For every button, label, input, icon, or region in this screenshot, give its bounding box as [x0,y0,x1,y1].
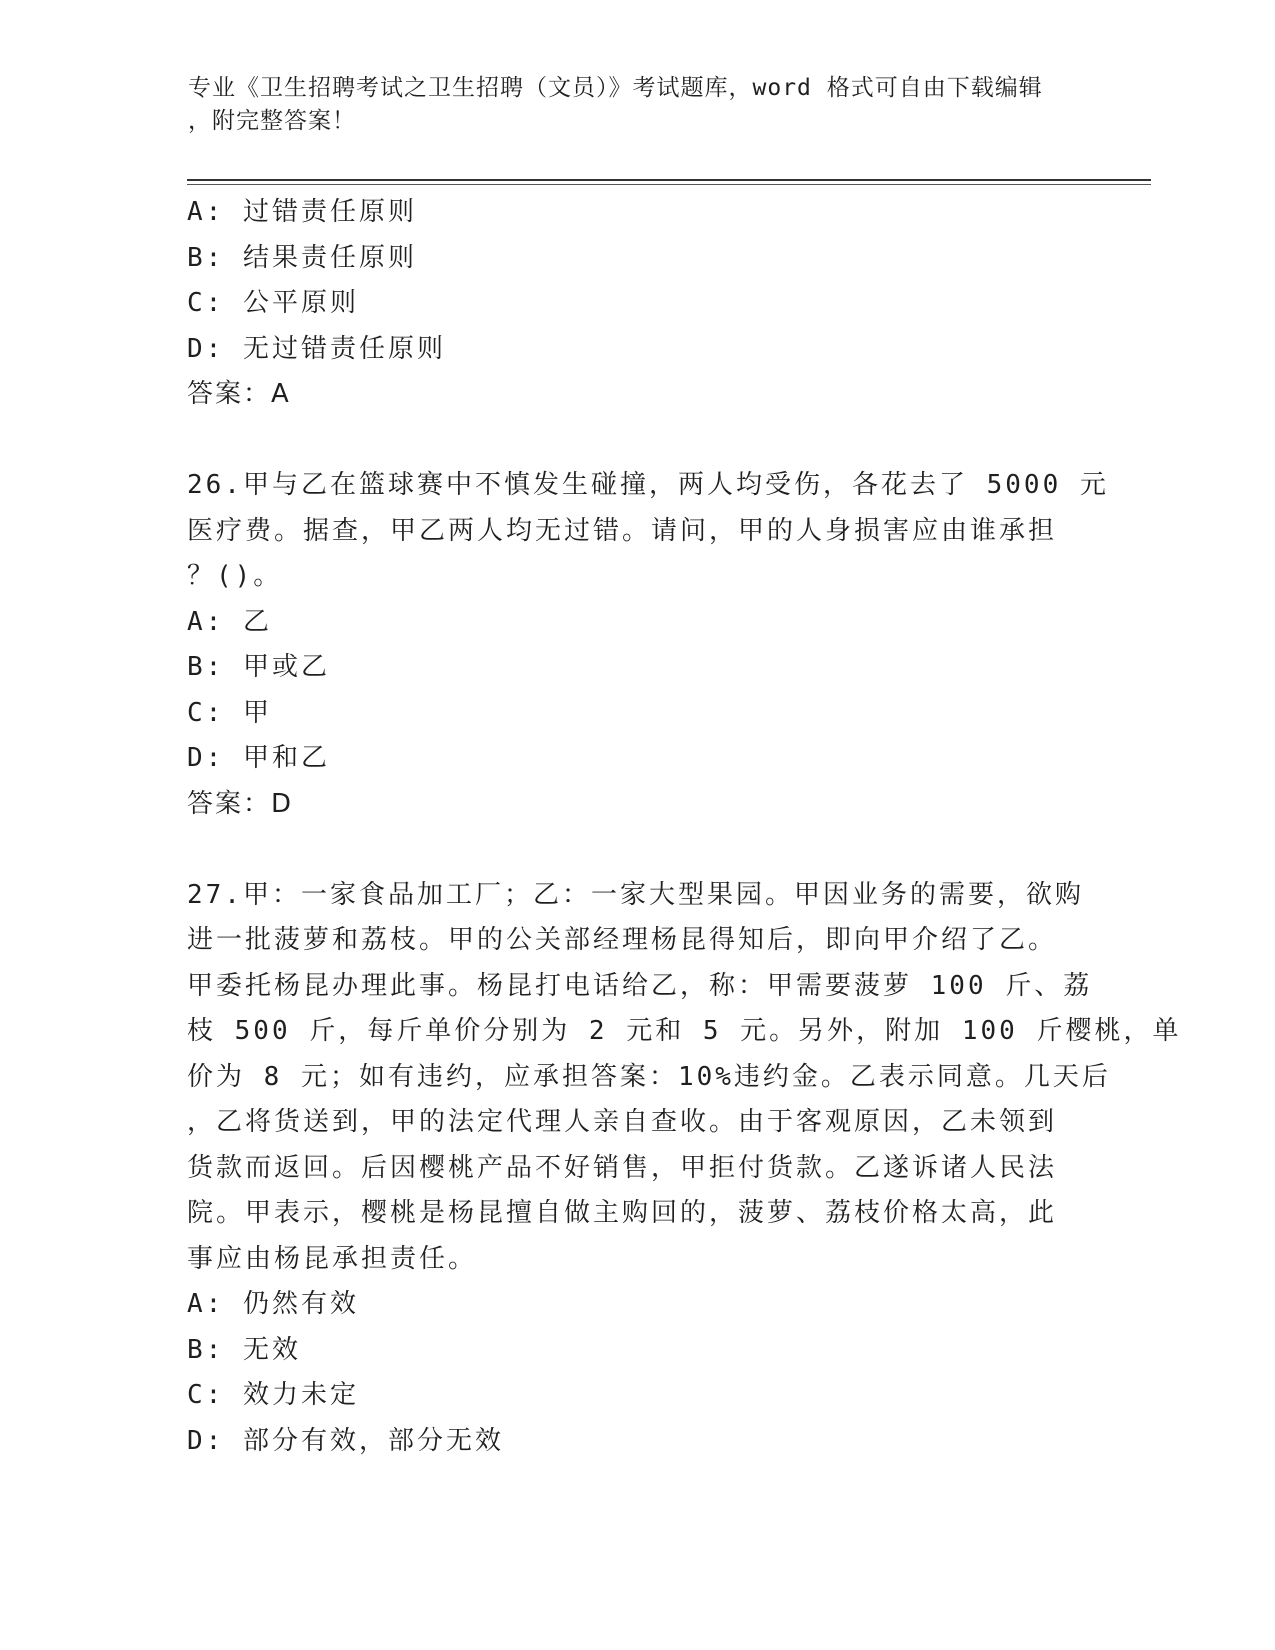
answer-line: 答案：D [187,788,294,819]
header-line-1: 专业《卫生招聘考试之卫生招聘（文员）》考试题库，word 格式可自由下载编辑 [188,75,1043,101]
header-rule-thick [187,179,1151,181]
option-d: D: 无过错责任原则 [187,333,446,364]
question-stem-line: 货款而返回。后因樱桃产品不好销售，甲拒付货款。乙遂诉诸人民法 [187,1152,1058,1183]
question-stem-line: 枝 500 斤，每斤单价分别为 2 元和 5 元。另外，附加 100 斤樱桃，单 [187,1016,1182,1046]
question-stem-line: 事应由杨昆承担责任。 [187,1243,478,1274]
question-27 [187,873,1182,1465]
option-b: B: 结果责任原则 [187,242,417,273]
question-stem-line: 27.甲：一家食品加工厂；乙：一家大型果园。甲因业务的需要，欲购 [187,879,1084,910]
question-stem-line: 价为 8 元；如有违约，应承担答案：10%违约金。乙表示同意。几天后 [187,1061,1111,1092]
question-stem-line: ，乙将货送到，甲的法定代理人亲自查收。由于客观原因，乙未领到 [187,1107,1058,1137]
question-25 [187,190,1087,418]
option-a: A: 仍然有效 [187,1289,359,1319]
question-spacer [187,418,1087,464]
question-stem-line: 26.甲与乙在篮球赛中不慎发生碰撞，两人均受伤，各花去了 5000 元 [187,470,1109,500]
question-26 [187,463,1109,827]
question-stem-line: 进一批菠萝和荔枝。甲的公关部经理杨昆得知后，即向甲介绍了乙。 [187,925,1058,955]
header-rule-thin [187,184,1151,185]
option-c: C: 效力未定 [187,1380,359,1410]
header-line-2: ，附完整答案！ [188,108,356,134]
question-stem-line: 甲委托杨昆办理此事。杨昆打电话给乙，称：甲需要菠萝 100 斤、荔 [187,970,1093,1001]
option-b: B: 甲或乙 [187,652,330,682]
question-stem-line: 医疗费。据查，甲乙两人均无过错。请问，甲的人身损害应由谁承担 [187,515,1058,546]
answer-line: 答案：A [187,379,291,409]
question-spacer [187,827,1087,873]
option-d: D: 部分有效，部分无效 [187,1425,504,1456]
option-a: A: 过错责任原则 [187,197,417,227]
option-a: A: 乙 [187,606,272,637]
question-stem-line: ？()。 [187,561,283,591]
option-c: C: 甲 [187,697,272,728]
question-stem-line: 院。甲表示，樱桃是杨昆擅自做主购回的，菠萝、荔枝价格太高，此 [187,1198,1058,1228]
option-d: D: 甲和乙 [187,743,330,773]
option-c: C: 公平原则 [187,288,359,318]
document-body [187,190,1182,1464]
option-b: B: 无效 [187,1334,301,1365]
document-header [188,72,1088,138]
